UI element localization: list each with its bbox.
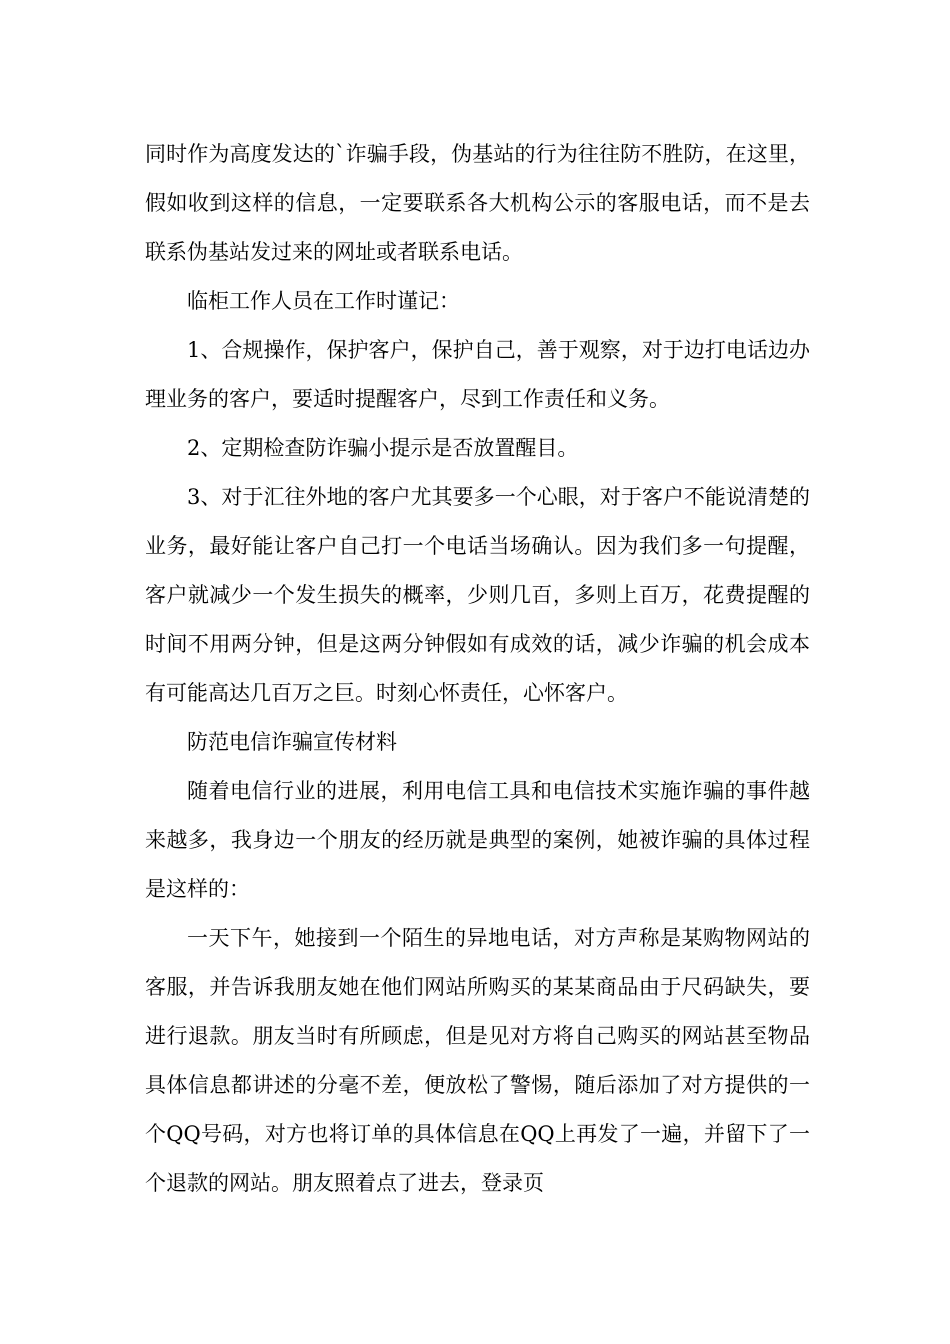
section-title: 防范电信诈骗宣传材料 [187,730,397,754]
paragraph-counter-staff-heading: 临柜工作人员在工作时谨记： [187,289,460,313]
paragraph-item-3: 3、对于汇往外地的客户尤其要多一个心眼，对于客户不能说清楚的业务，最好能让客户自己打一个电话当场确认。因为我们多一句提醒，客户就减少一个发生损失的概率，少则几百，多则上百万，花费提醒的时间不用两分钟，但是这两分钟假如有成效的话，减少诈骗的机会成本有可能高达几百万之巨。时刻心怀责任，心怀客户。 [145,485,810,705]
paragraph-case-story: 一天下午，她接到一个陌生的异地电话，对方声称是某购物网站的客服，并告诉我朋友她在他们网站所购买的某某商品由于尺码缺失，要进行退款。朋友当时有所顾虑，但是见对方将自己购买的网站甚至物品具体信息都讲述的分毫不差，便放松了警惕，随后添加了对方提供的一个QQ号码，对方也将订单的具体信息在QQ上再发了一遍，并留下了一个退款的网站。朋友照着点了进去，登录页 [145,926,810,1195]
document-body [145,130,810,1208]
paragraph-fraud-warning: 同时作为高度发达的`诈骗手段，伪基站的行为往往防不胜防，在这里，假如收到这样的信息，一定要联系各大机构公示的客服电话，而不是去联系伪基站发过来的网址或者联系电话。 [145,142,810,264]
paragraph-item-2: 2、定期检查防诈骗小提示是否放置醒目。 [187,436,579,460]
paragraph-item-1: 1、合规操作，保护客户，保护自己，善于观察，对于边打电话边办理业务的客户，要适时提醒客户，尽到工作责任和义务。 [145,338,810,411]
paragraph-intro: 随着电信行业的进展，利用电信工具和电信技术实施诈骗的事件越来越多，我身边一个朋友的经历就是典型的案例，她被诈骗的具体过程是这样的： [145,779,810,901]
